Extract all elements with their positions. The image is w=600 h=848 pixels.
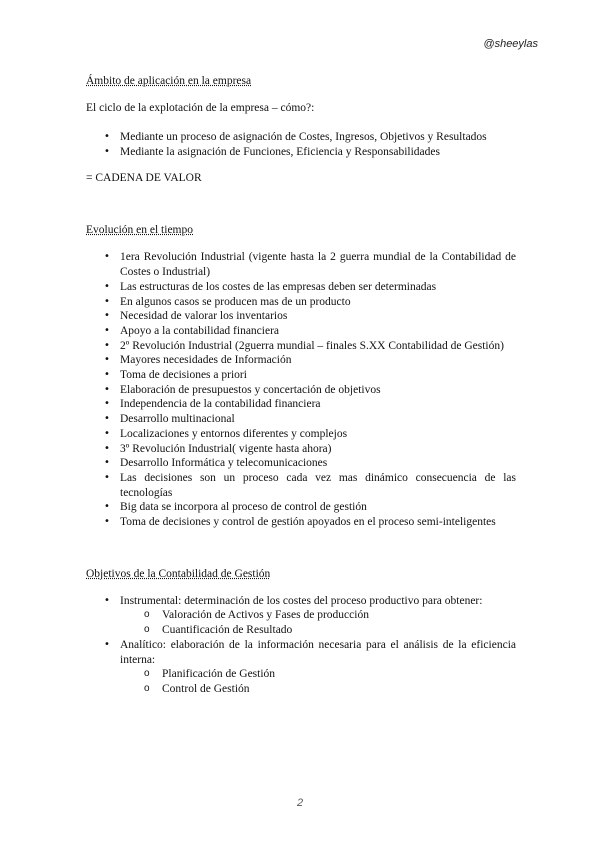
sub-list-item: o Control de Gestión bbox=[120, 682, 516, 697]
list-item: • Independencia de la contabilidad financiera bbox=[86, 397, 516, 412]
list-item: • Elaboración de presupuestos y concertación de objetivos bbox=[86, 383, 516, 398]
section-heading-evolucion: Evolución en el tiempo bbox=[86, 224, 193, 237]
sub-list bbox=[120, 608, 516, 637]
list-item-text: Analítico: elaboración de la información necesaria para el análisis de la eficiencia interna: bbox=[120, 638, 516, 666]
list-item bbox=[86, 638, 516, 697]
list-item: • Mediante un proceso de asignación de Costes, Ingresos, Objetivos y Resultados bbox=[86, 130, 516, 145]
bullet-list-evolucion bbox=[86, 250, 516, 529]
sub-list-item: o Valoración de Activos y Fases de producción bbox=[120, 608, 516, 623]
list-item: • Mayores necesidades de Información bbox=[86, 353, 516, 368]
section-heading-ambito: Ámbito de aplicación en la empresa bbox=[86, 75, 252, 87]
bullet-list-objetivos bbox=[86, 594, 516, 697]
watermark: @sheeylas bbox=[483, 38, 538, 50]
list-item: • 3º Revolución Industrial( vigente hasta ahora) bbox=[86, 442, 516, 457]
list-item: • Desarrollo multinacional bbox=[86, 412, 516, 427]
list-item: • Apoyo a la contabilidad financiera bbox=[86, 324, 516, 339]
document-body bbox=[86, 74, 516, 697]
page-number: 2 bbox=[296, 797, 304, 809]
list-item: • 2º Revolución Industrial (2guerra mundial – finales S.XX Contabilidad de Gestión) bbox=[86, 339, 516, 354]
list-item: • Necesidad de valorar los inventarios bbox=[86, 309, 516, 324]
sub-list-item: o Cuantificación de Resultado bbox=[120, 623, 516, 638]
list-item: • Toma de decisiones y control de gestión apoyados en el proceso semi-inteligentes bbox=[86, 515, 516, 530]
section-heading-objetivos: Objetivos de la Contabilidad de Gestión bbox=[86, 567, 271, 580]
list-item: • En algunos casos se producen mas de un producto bbox=[86, 295, 516, 310]
list-item: • Desarrollo Informática y telecomunicaciones bbox=[86, 456, 516, 471]
list-item: • Las estructuras de los costes de las empresas deben ser determinadas bbox=[86, 280, 516, 295]
bullet-list-ambito bbox=[86, 130, 516, 159]
sub-list-item: o Planificación de Gestión bbox=[120, 667, 516, 682]
list-item: • Mediante la asignación de Funciones, Eficiencia y Responsabilidades bbox=[86, 145, 516, 160]
list-item: • Las decisiones son un proceso cada vez mas dinámico consecuencia de las tecnologías bbox=[86, 471, 516, 500]
list-item: • 1era Revolución Industrial (vigente hasta la 2 guerra mundial de la Contabilidad de Costes o Industrial) bbox=[86, 250, 516, 279]
cadena-de-valor-text: = CADENA DE VALOR bbox=[86, 172, 202, 185]
list-item: • Localizaciones y entornos diferentes y complejos bbox=[86, 427, 516, 442]
section-intro: El ciclo de la explotación de la empresa – cómo?: bbox=[86, 102, 315, 114]
sub-list bbox=[120, 667, 516, 696]
list-item: • Big data se incorpora al proceso de control de gestión bbox=[86, 500, 516, 515]
list-item bbox=[86, 594, 516, 638]
list-item: • Toma de decisiones a priori bbox=[86, 368, 516, 383]
list-item-text: Instrumental: determinación de los costes del proceso productivo para obtener: bbox=[120, 594, 483, 607]
